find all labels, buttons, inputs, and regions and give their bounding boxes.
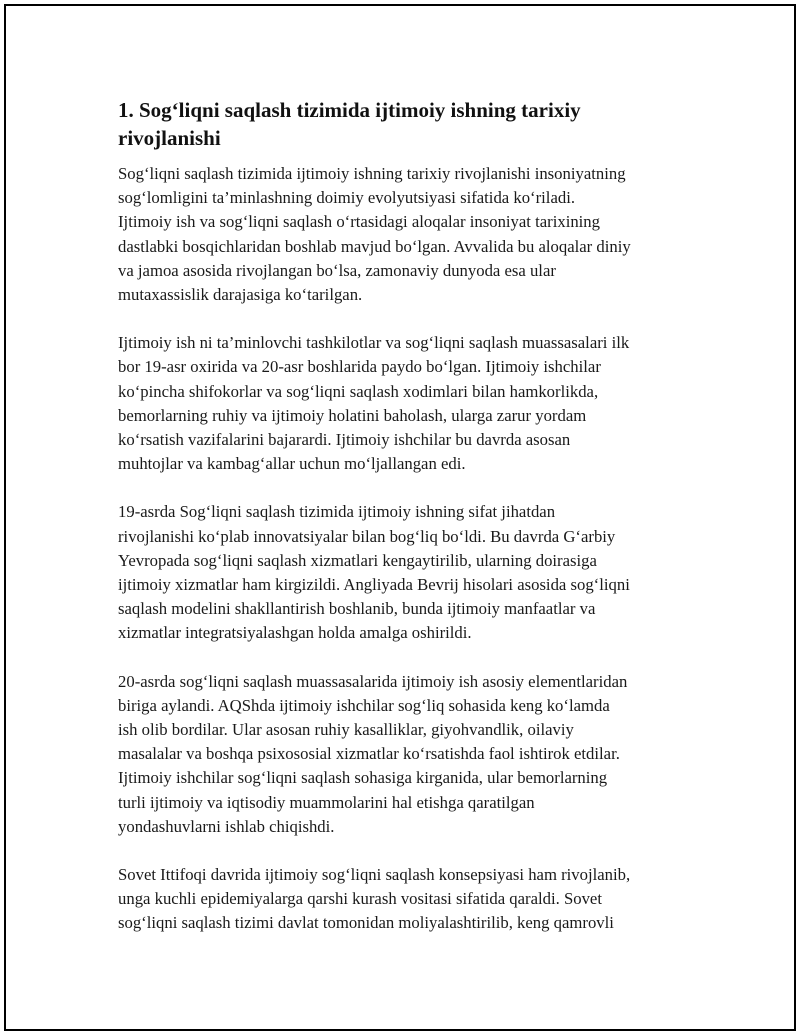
section-heading: [118, 96, 688, 152]
text-line: dastlabki bosqichlaridan boshlab mavjud bo‘lgan. Avvalida bu aloqalar diniy: [118, 236, 631, 256]
text-line: rivojlanishi ko‘plab innovatsiyalar bilan bog‘liq bo‘ldi. Bu davrda G‘arbiy: [118, 526, 616, 546]
text-line: ijtimoiy xizmatlar ham kirgizildi. Angliyada Bevrij hisolari asosida sog‘liqni: [118, 575, 630, 595]
text-line: Sog‘liqni saqlash tizimida ijtimoiy ishning tarixiy rivojlanishi insoniyatning: [118, 164, 626, 183]
document-body: [118, 96, 688, 960]
text-line: ko‘pincha shifokorlar va sog‘liqni saqlash xodimlari bilan hamkorlikda,: [118, 381, 599, 401]
text-line: xizmatlar integratsiyalashgan holda amalga oshirildi.: [118, 623, 472, 643]
paragraph-4: [118, 670, 688, 839]
heading-line: 1. Sog‘liqni saqlash tizimida ijtimoiy ishning tarixiy: [118, 98, 581, 122]
text-line: masalalar va boshqa psixososial xizmatlar ko‘rsatishda faol ishtirok etdilar.: [118, 744, 620, 764]
text-line: sog‘lomligini ta’minlashning doimiy evolyutsiyasi sifatida ko‘riladi.: [118, 188, 575, 208]
paragraph-3: [118, 500, 688, 645]
paragraph-2: [118, 331, 688, 476]
text-line: ish olib bordilar. Ular asosan ruhiy kasalliklar, giyohvandlik, oilaviy: [118, 720, 574, 740]
text-line: ko‘rsatish vazifalarini bajarardi. Ijtimoiy ishchilar bu davrda asosan: [118, 430, 571, 450]
text-line: bemorlarning ruhiy va ijtimoiy holatini baholash, ularga zarur yordam: [118, 405, 587, 425]
text-line: mutaxassislik darajasiga ko‘tarilgan.: [118, 285, 363, 305]
paragraph-1: [118, 162, 688, 307]
text-line: biriga aylandi. AQShda ijtimoiy ishchilar sog‘liq sohasida keng ko‘lamda: [118, 695, 610, 715]
text-line: muhtojlar va kambag‘allar uchun mo‘ljallangan edi.: [118, 454, 466, 474]
paragraph-5: [118, 863, 688, 936]
text-line: 20-asrda sog‘liqni saqlash muassasalarida ijtimoiy ish asosiy elementlaridan: [118, 671, 628, 691]
text-line: unga kuchli epidemiyalarga qarshi kurash vositasi sifatida qaraldi. Sovet: [118, 889, 602, 909]
text-line: Ijtimoiy ish ni ta’minlovchi tashkilotlar va sog‘liqni saqlash muassasalari ilk: [118, 333, 630, 353]
text-line: bor 19-asr oxirida va 20-asr boshlarida paydo bo‘lgan. Ijtimoiy ishchilar: [118, 357, 601, 377]
text-line: Sovet Ittifoqi davrida ijtimoiy sog‘liqni saqlash konsepsiyasi ham rivojlanib,: [118, 865, 631, 885]
text-line: saqlash modelini shakllantirish boshlanib, bunda ijtimoiy manfaatlar va: [118, 599, 596, 619]
text-line: 19-asrda Sog‘liqni saqlash tizimida ijtimoiy ishning sifat jihatdan: [118, 502, 556, 522]
text-line: Yevropada sog‘liqni saqlash xizmatlari kengaytirilib, ularning doirasiga: [118, 550, 597, 570]
text-line: sog‘liqni saqlash tizimi davlat tomonidan moliyalashtirilib, keng qamrovli: [118, 913, 614, 933]
text-line: va jamoa asosida rivojlangan bo‘lsa, zamonaviy dunyoda esa ular: [118, 260, 556, 280]
text-line: Ijtimoiy ishchilar sog‘liqni saqlash sohasiga kirganida, ular bemorlarning: [118, 768, 608, 788]
heading-line: rivojlanishi: [118, 126, 221, 150]
text-line: Ijtimoiy ish va sog‘liqni saqlash o‘rtasidagi aloqalar insoniyat tarixining: [118, 212, 600, 232]
text-line: turli ijtimoiy va iqtisodiy muammolarini hal etishga qaratilgan: [118, 792, 535, 812]
text-line: yondashuvlarni ishlab chiqishdi.: [118, 816, 335, 836]
